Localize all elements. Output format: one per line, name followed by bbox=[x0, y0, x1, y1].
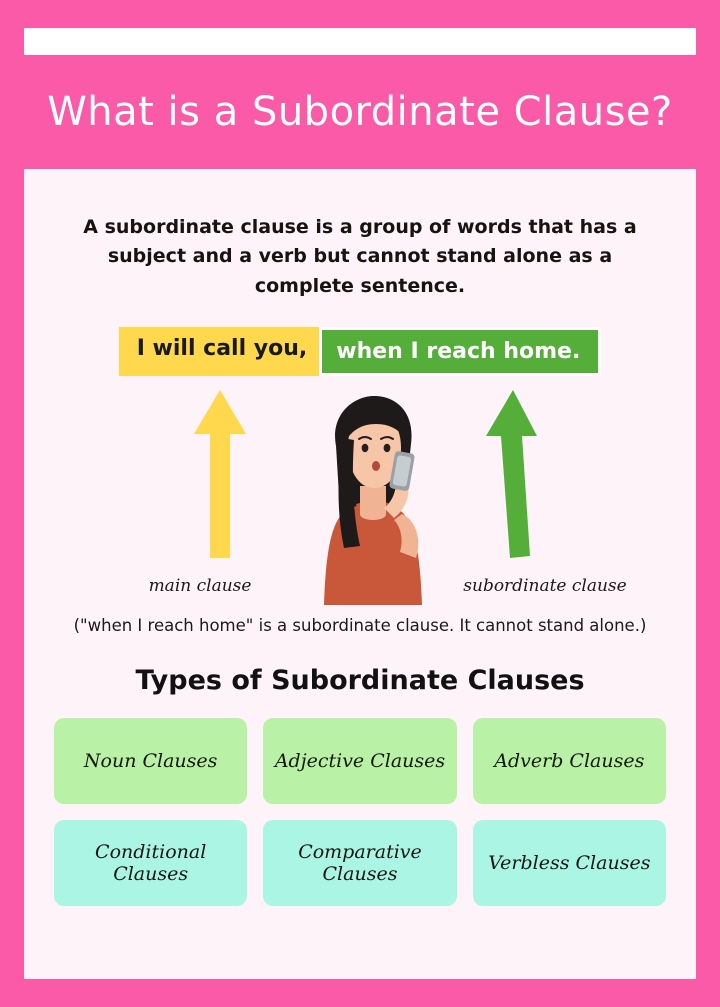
arrow-up-main-icon bbox=[190, 386, 250, 561]
type-chip-adverb-clauses[interactable]: Adverb Clauses bbox=[473, 718, 666, 804]
woman-on-phone-illustration bbox=[298, 390, 448, 605]
types-grid bbox=[54, 718, 666, 906]
main-clause-highlight: I will call you, bbox=[119, 327, 322, 376]
explanatory-note: ("when I reach home" is a subordinate clause. It cannot stand alone.) bbox=[73, 616, 647, 636]
top-white-strip bbox=[24, 28, 696, 55]
type-chip-conditional-clauses[interactable]: Conditional Clauses bbox=[54, 820, 247, 906]
definition-text: A subordinate clause is a group of words that has a subject and a verb but cannot stand alone as a complete sentence. bbox=[83, 216, 637, 297]
arrow-up-subordinate-icon bbox=[479, 386, 539, 561]
type-chip-verbless-clauses[interactable]: Verbless Clauses bbox=[473, 820, 666, 906]
type-chip-noun-clauses[interactable]: Noun Clauses bbox=[54, 718, 247, 804]
example-sentence bbox=[24, 327, 696, 376]
subordinate-clause-highlight: when I reach home. bbox=[319, 327, 601, 376]
content-card bbox=[24, 169, 696, 979]
title-bar bbox=[0, 55, 720, 169]
illustration-area bbox=[24, 380, 696, 610]
page-title: What is a Subordinate Clause? bbox=[47, 89, 673, 135]
type-chip-comparative-clauses[interactable]: Comparative Clauses bbox=[263, 820, 456, 906]
subordinate-clause-label: subordinate clause bbox=[463, 576, 627, 597]
main-clause-label: main clause bbox=[148, 576, 252, 597]
types-heading: Types of Subordinate Clauses bbox=[135, 665, 585, 697]
type-chip-adjective-clauses[interactable]: Adjective Clauses bbox=[263, 718, 456, 804]
